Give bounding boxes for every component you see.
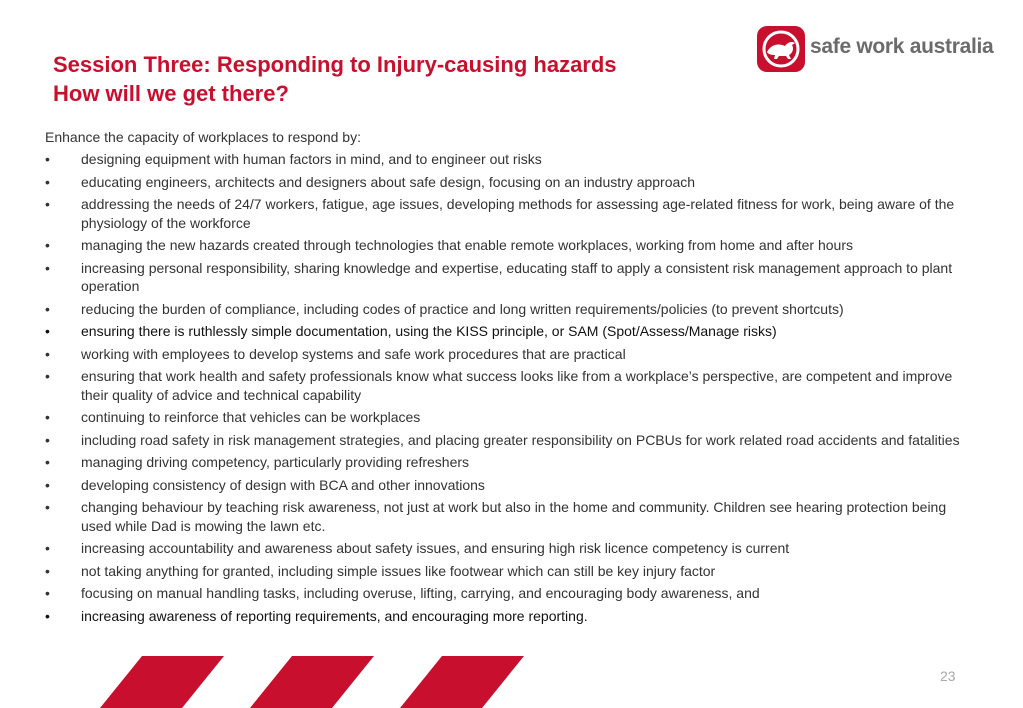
- list-item: [45, 431, 980, 450]
- bullet-icon: •: [45, 499, 50, 515]
- list-item: [45, 150, 980, 169]
- list-item: [45, 345, 980, 364]
- bullet-icon: •: [45, 562, 50, 579]
- list-item: [45, 408, 980, 427]
- logo-text: safe work australia: [810, 35, 994, 58]
- bullet-icon: •: [45, 173, 50, 190]
- list-item-text: focusing on manual handling tasks, including overuse, lifting, carrying, and encouraging body awareness, and: [81, 585, 760, 601]
- list-item: [45, 539, 980, 558]
- slide-body: [45, 128, 980, 629]
- list-item: [45, 236, 980, 255]
- list-item: [45, 453, 980, 472]
- bullet-icon: •: [45, 540, 50, 556]
- list-item-text: continuing to reinforce that vehicles can be workplaces: [81, 409, 421, 425]
- slide-title: [53, 50, 753, 108]
- list-item-text: working with employees to develop systems and safe work procedures that are practical: [81, 345, 626, 362]
- list-item-text: ensuring there is ruthlessly simple documentation, using the KISS principle, or SAM (Spot/Assess/Manage risks): [81, 323, 777, 339]
- decorative-stripes: [0, 656, 560, 708]
- list-item-text: including road safety in risk management strategies, and placing greater responsibility on PCBUs for work related road accidents and fatalities: [81, 431, 960, 448]
- list-item: [45, 584, 980, 603]
- list-item-text: reducing the burden of compliance, including codes of practice and long written requirements/policies (to prevent shortcuts): [81, 300, 844, 317]
- list-item: [45, 300, 980, 319]
- list-item-text: not taking anything for granted, including simple issues like footwear which can still be key injury factor: [81, 562, 716, 579]
- list-item: [45, 173, 980, 192]
- list-item-text: increasing awareness of reporting requirements, and encouraging more reporting.: [81, 607, 588, 624]
- bullet-icon: •: [45, 345, 50, 362]
- bullet-icon: •: [45, 368, 50, 384]
- bullet-icon: •: [45, 300, 50, 317]
- list-item: [45, 259, 980, 296]
- page-number: 23: [940, 668, 956, 684]
- list-item-text: educating engineers, architects and designers about safe design, focusing on an industry approach: [81, 173, 696, 190]
- bullet-icon: •: [45, 196, 50, 212]
- bullet-icon: •: [45, 409, 50, 425]
- list-item-text: increasing accountability and awareness about safety issues, and ensuring high risk licence competency is current: [81, 540, 790, 556]
- stripe-3: [400, 656, 524, 708]
- bullet-icon: •: [45, 259, 50, 276]
- list-item: [45, 607, 980, 626]
- stripe-1: [100, 656, 224, 708]
- stripe-2: [250, 656, 374, 708]
- bullet-icon: •: [45, 454, 50, 470]
- bullet-icon: •: [45, 607, 50, 624]
- list-item: [45, 367, 980, 404]
- list-item-text: addressing the needs of 24/7 workers, fatigue, age issues, developing methods for assessing age-related fitness for work, being aware of the physiology of the workforce: [81, 196, 955, 231]
- intro-text: Enhance the capacity of workplaces to respond by:: [45, 129, 361, 145]
- title-line-1: Session Three: Responding to Injury-causing hazards: [53, 52, 617, 77]
- list-item: [45, 195, 980, 232]
- list-item-text: managing driving competency, particularly providing refreshers: [81, 454, 470, 470]
- bullet-icon: •: [45, 237, 50, 253]
- list-item: [45, 562, 980, 581]
- bullet-icon: •: [45, 323, 50, 339]
- bullet-icon: •: [45, 585, 50, 601]
- bullet-list: [45, 150, 980, 625]
- list-item-text: designing equipment with human factors in mind, and to engineer out risks: [81, 151, 542, 167]
- list-item-text: increasing personal responsibility, sharing knowledge and expertise, educating staff to apply a consistent risk management approach to plant operation: [81, 259, 953, 294]
- list-item-text: managing the new hazards created through technologies that enable remote workplaces, working from home and after hours: [81, 237, 854, 253]
- bullet-icon: •: [45, 151, 50, 167]
- safe-work-australia-logo: [757, 26, 997, 72]
- bullet-icon: •: [45, 431, 50, 448]
- list-item-text: developing consistency of design with BCA and other innovations: [81, 476, 485, 493]
- list-item-text: ensuring that work health and safety professionals know what success looks like from a workplace’s perspective, are competent and improve their quality of advice and technical capability: [81, 368, 953, 403]
- bullet-icon: •: [45, 476, 50, 493]
- list-item: [45, 476, 980, 495]
- kangaroo-logo-icon: [757, 26, 805, 72]
- list-item-text: changing behaviour by teaching risk awareness, not just at work but also in the home and community. Children see hearing protection being used while Dad is mowing the lawn etc.: [81, 499, 947, 534]
- title-line-2: How will we get there?: [53, 81, 289, 106]
- list-item: [45, 498, 980, 535]
- list-item: [45, 322, 980, 341]
